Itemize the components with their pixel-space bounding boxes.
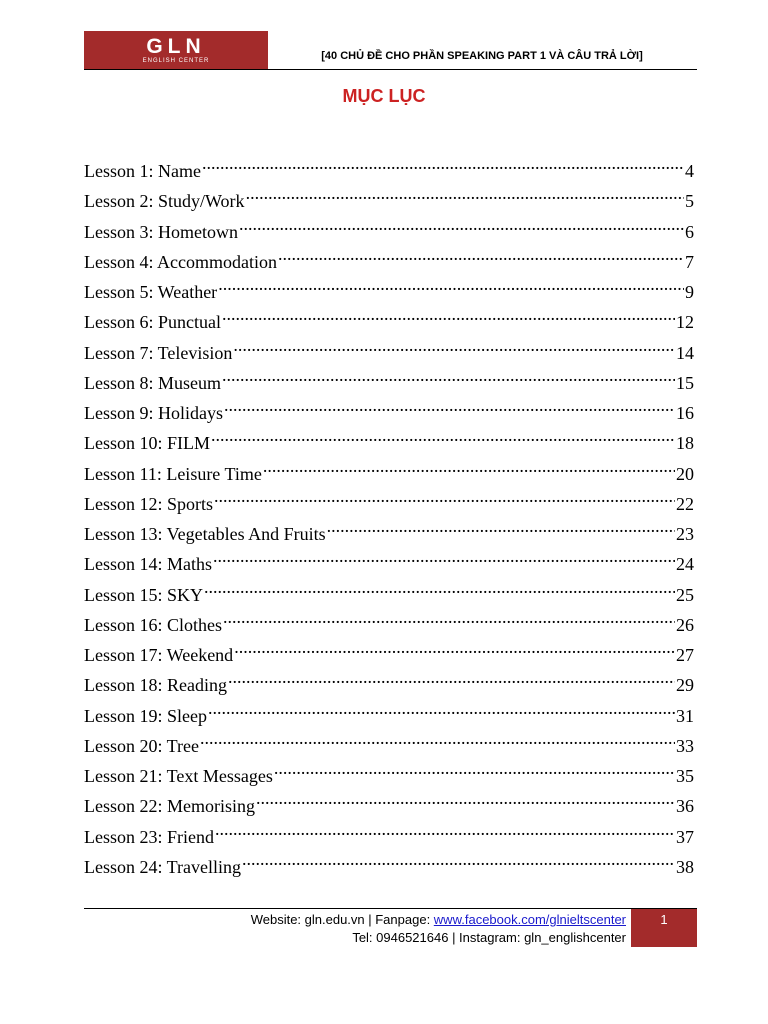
footer-website-line — [200, 911, 626, 929]
toc-entry-page: 16 — [676, 403, 694, 423]
toc-entry-label: Lesson 4: Accommodation — [84, 251, 277, 272]
toc-entry-page: 5 — [685, 191, 694, 212]
header-divider — [84, 69, 697, 70]
toc-entry-label: Lesson 3: Hometown — [84, 221, 238, 242]
toc-leader-dots — [202, 149, 684, 177]
footer-contact-line: Tel: 0946521646 | Instagram: gln_englishcenter — [352, 930, 626, 945]
toc-entry-label: Lesson 23: Friend — [84, 826, 214, 847]
toc-leader-dots — [204, 573, 675, 601]
toc-entry-page: 35 — [676, 766, 694, 786]
page-title: MỤC LỤC — [342, 86, 426, 106]
toc-entry-label: Lesson 11: Leisure Time — [84, 463, 262, 484]
document-header-title: [40 CHỦ ĐỀ CHO PHẦN SPEAKING PART 1 VÀ CÂU TRẢ LỜI] — [321, 50, 643, 62]
toc-leader-dots — [222, 361, 675, 389]
toc-leader-dots — [239, 210, 684, 238]
toc-entry-label: Lesson 18: Reading — [84, 675, 227, 696]
toc-entry-label: Lesson 7: Television — [84, 342, 233, 363]
toc-leader-dots — [274, 754, 675, 782]
toc-leader-dots — [228, 663, 675, 691]
toc-entry-label: Lesson 6: Punctual — [84, 312, 221, 333]
toc-entry-label: Lesson 8: Museum — [84, 372, 221, 393]
toc-leader-dots — [278, 240, 684, 268]
toc-leader-dots — [246, 179, 684, 207]
toc-leader-dots — [222, 300, 675, 328]
toc-entry-label: Lesson 21: Text Messages — [84, 766, 273, 786]
toc-entry-label: Lesson 12: Sports — [84, 493, 214, 514]
toc-leader-dots — [234, 633, 675, 661]
toc-entry-page: 25 — [676, 584, 694, 605]
footer-info — [200, 911, 626, 947]
toc-entry-page: 14 — [676, 342, 694, 363]
toc-entry-label: Lesson 17: Weekend — [84, 645, 234, 665]
logo — [84, 31, 268, 70]
logo-text: GLN — [146, 35, 206, 58]
toc-entry-label: Lesson 9: Holidays — [84, 403, 223, 423]
toc-entry-page: 26 — [676, 614, 694, 635]
toc-entry-label: Lesson 24: Travelling — [84, 856, 242, 877]
toc-entry[interactable] — [84, 149, 694, 179]
toc-leader-dots — [218, 270, 684, 298]
toc-leader-dots — [211, 421, 675, 449]
toc-entry-label: Lesson 10: FILM — [84, 433, 210, 454]
toc-entry-page: 24 — [676, 554, 694, 575]
toc-entry-page: 12 — [676, 312, 694, 333]
logo-subtext: ENGLISH CENTER — [142, 58, 210, 64]
toc-leader-dots — [263, 452, 675, 480]
toc-entry-page: 7 — [685, 251, 694, 272]
toc-entry-page: 4 — [685, 161, 694, 181]
toc-entry-page: 20 — [676, 463, 694, 484]
toc-leader-dots — [214, 482, 675, 510]
toc-entry-page: 23 — [676, 524, 694, 544]
toc-entry-label: Lesson 2: Study/Work — [84, 191, 245, 212]
fanpage-link[interactable]: www.facebook.com/glnieltscenter — [433, 912, 626, 927]
toc-leader-dots — [233, 331, 675, 359]
toc-leader-dots — [215, 815, 675, 843]
toc-entry-label: Lesson 16: Clothes — [84, 614, 222, 635]
footer-divider — [84, 908, 697, 909]
toc-entry-label: Lesson 15: SKY — [84, 584, 204, 605]
toc-entry-page: 22 — [676, 493, 694, 514]
toc-entry-label: Lesson 20: Tree — [84, 735, 200, 756]
toc-leader-dots — [242, 845, 675, 873]
toc-entry-page: 38 — [676, 856, 694, 877]
toc-leader-dots — [208, 694, 675, 722]
toc-entry-label: Lesson 22: Memorising — [84, 796, 255, 817]
toc-entry-page: 29 — [676, 675, 694, 696]
toc-leader-dots — [223, 603, 675, 631]
toc-entry-label: Lesson 19: Sleep — [84, 705, 207, 726]
toc-entry-page: 37 — [676, 826, 694, 847]
toc-entry-page: 27 — [676, 645, 694, 665]
toc-entry-page: 33 — [676, 735, 694, 756]
toc-entry-label: Lesson 5: Weather — [84, 282, 218, 302]
toc-entry-label: Lesson 14: Maths — [84, 554, 212, 575]
toc-leader-dots — [213, 542, 675, 570]
toc-entry-page: 18 — [676, 433, 694, 454]
page-number: 1 — [631, 909, 697, 947]
toc-leader-dots — [224, 391, 675, 419]
toc-entry-page: 15 — [676, 372, 694, 393]
toc-entry-page: 9 — [685, 282, 694, 302]
toc-entry-page: 6 — [685, 221, 694, 242]
table-of-contents — [84, 149, 694, 875]
toc-entry-page: 31 — [676, 705, 694, 726]
toc-entry-label: Lesson 13: Vegetables And Fruits — [84, 524, 326, 544]
toc-leader-dots — [200, 724, 675, 752]
toc-leader-dots — [327, 512, 675, 540]
footer-website-prefix: Website: gln.edu.vn | Fanpage: — [250, 912, 434, 927]
toc-entry-page: 36 — [676, 796, 694, 817]
toc-leader-dots — [256, 784, 675, 812]
toc-entry-label: Lesson 1: Name — [84, 161, 201, 181]
